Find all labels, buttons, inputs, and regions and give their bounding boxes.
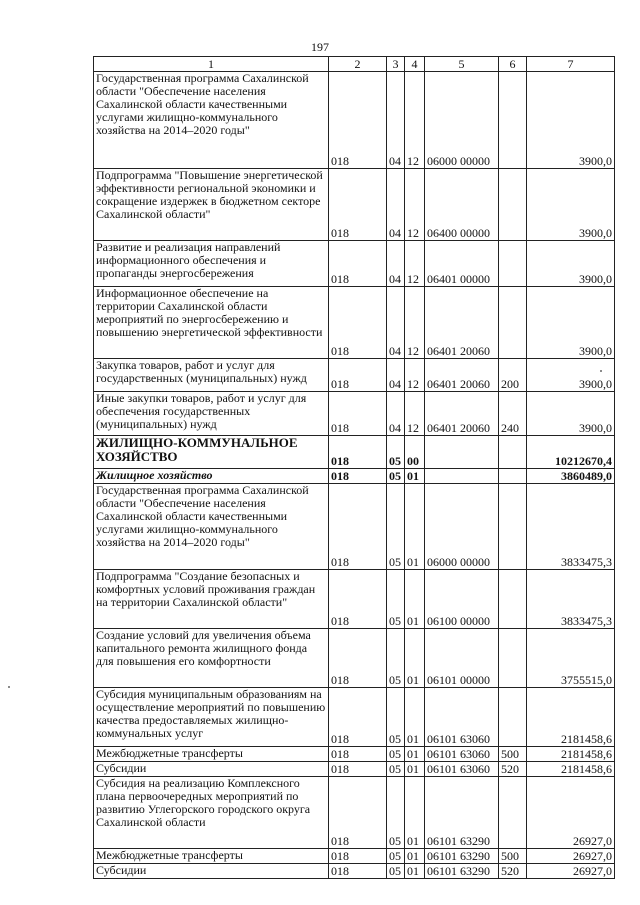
section-cell: 05: [387, 688, 405, 747]
target-article-cell: 06400 00000: [425, 169, 499, 241]
code-cell: 018: [329, 72, 387, 169]
target-article-cell: 06401 20060: [425, 392, 499, 436]
page-number: 197: [311, 40, 329, 54]
section-cell: 04: [387, 287, 405, 359]
scan-speck: [8, 686, 10, 688]
row-name-cell: Межбюджетные трансферты: [94, 747, 329, 762]
target-article-cell: 06401 00000: [425, 241, 499, 287]
target-article-cell: 06101 00000: [425, 629, 499, 688]
target-article-cell: 06101 63060: [425, 762, 499, 777]
table-row: [94, 570, 615, 629]
table-row: [94, 688, 615, 747]
subsection-cell: 01: [405, 762, 425, 777]
table-row: [94, 469, 615, 484]
target-article-cell: 06000 00000: [425, 72, 499, 169]
table-row: [94, 359, 615, 392]
column-header: 2: [329, 57, 387, 72]
column-header: 7: [527, 57, 615, 72]
expense-type-cell: [499, 436, 527, 469]
expense-type-cell: [499, 688, 527, 747]
subsection-cell: 01: [405, 469, 425, 484]
table-body: [94, 72, 615, 879]
table-header-row: [94, 57, 615, 72]
target-article-cell: 06101 63060: [425, 747, 499, 762]
expense-type-cell: [499, 469, 527, 484]
code-cell: 018: [329, 688, 387, 747]
expense-type-cell: [499, 484, 527, 570]
expense-type-cell: [499, 570, 527, 629]
amount-cell: 2181458,6: [527, 747, 615, 762]
table-row: [94, 484, 615, 570]
subsection-cell: 12: [405, 169, 425, 241]
row-name-cell: ЖИЛИЩНО-КОММУНАЛЬНОЕ ХОЗЯЙСТВО: [94, 436, 329, 469]
table-row: [94, 762, 615, 777]
amount-cell: 3900,0: [527, 287, 615, 359]
row-name-cell: Государственная программа Сахалинской области "Обеспечение населения Сахалинской области качественными услугами жилищно-коммунального хозяйства на 2014–2020 годы": [94, 484, 329, 570]
target-article-cell: 06000 00000: [425, 484, 499, 570]
subsection-cell: 00: [405, 436, 425, 469]
section-cell: 05: [387, 469, 405, 484]
amount-cell: 3900,0: [527, 169, 615, 241]
subsection-cell: 01: [405, 849, 425, 864]
code-cell: 018: [329, 287, 387, 359]
amount-cell: 3833475,3: [527, 484, 615, 570]
row-name-cell: Создание условий для увеличения объема капитального ремонта жилищного фонда для повышения его комфортности: [94, 629, 329, 688]
section-cell: 05: [387, 629, 405, 688]
code-cell: 018: [329, 864, 387, 879]
expense-type-cell: [499, 241, 527, 287]
section-cell: 04: [387, 392, 405, 436]
table-row: [94, 777, 615, 849]
row-name-cell: Субсидия муниципальным образованиям на осуществление мероприятий по повышению качества предоставляемых жилищно-коммунальных услуг: [94, 688, 329, 747]
target-article-cell: 06100 00000: [425, 570, 499, 629]
code-cell: 018: [329, 762, 387, 777]
table-row: [94, 864, 615, 879]
row-name-cell: Информационное обеспечение на территории Сахалинской области мероприятий по энергосбережению и повышению энергетической эффективности: [94, 287, 329, 359]
amount-cell: 3900,0: [527, 359, 615, 392]
target-article-cell: 06401 20060: [425, 287, 499, 359]
expense-type-cell: [499, 777, 527, 849]
section-cell: 05: [387, 484, 405, 570]
code-cell: 018: [329, 169, 387, 241]
expense-type-cell: 520: [499, 762, 527, 777]
column-header: 4: [405, 57, 425, 72]
budget-table: [93, 56, 615, 879]
code-cell: 018: [329, 436, 387, 469]
table-row: [94, 287, 615, 359]
row-name-cell: Межбюджетные трансферты: [94, 849, 329, 864]
code-cell: 018: [329, 484, 387, 570]
code-cell: 018: [329, 241, 387, 287]
row-name-cell: Субсидии: [94, 762, 329, 777]
expense-type-cell: 240: [499, 392, 527, 436]
table-row: [94, 72, 615, 169]
amount-cell: 26927,0: [527, 777, 615, 849]
expense-type-cell: [499, 629, 527, 688]
row-name-cell: Подпрограмма "Создание безопасных и комфортных условий проживания граждан на территории Сахалинской области": [94, 570, 329, 629]
table-row: [94, 849, 615, 864]
section-cell: 05: [387, 849, 405, 864]
section-cell: 04: [387, 359, 405, 392]
code-cell: 018: [329, 849, 387, 864]
target-article-cell: 06101 63060: [425, 688, 499, 747]
amount-cell: 3755515,0: [527, 629, 615, 688]
subsection-cell: 12: [405, 392, 425, 436]
section-cell: 05: [387, 436, 405, 469]
table-row: [94, 747, 615, 762]
code-cell: 018: [329, 747, 387, 762]
subsection-cell: 12: [405, 287, 425, 359]
subsection-cell: 01: [405, 747, 425, 762]
expense-type-cell: [499, 169, 527, 241]
section-cell: 05: [387, 864, 405, 879]
subsection-cell: 01: [405, 777, 425, 849]
row-name-cell: Субсидия на реализацию Комплексного плана первоочередных мероприятий по развитию Углегорского городского округа Сахалинской области: [94, 777, 329, 849]
expense-type-cell: [499, 72, 527, 169]
code-cell: 018: [329, 777, 387, 849]
section-cell: 04: [387, 169, 405, 241]
table-row: [94, 629, 615, 688]
section-cell: 04: [387, 241, 405, 287]
row-name-cell: Подпрограмма "Повышение энергетической эффективности региональной экономики и сокращение издержек в бюджетном секторе Сахалинской области": [94, 169, 329, 241]
table-row: [94, 241, 615, 287]
row-name-cell: Развитие и реализация направлений информационного обеспечения и пропаганды энергосбережения: [94, 241, 329, 287]
expense-type-cell: 500: [499, 849, 527, 864]
subsection-cell: 01: [405, 570, 425, 629]
table-row: [94, 436, 615, 469]
row-name-cell: Иные закупки товаров, работ и услуг для обеспечения государственных (муниципальных) нужд: [94, 392, 329, 436]
target-article-cell: 06401 20060: [425, 359, 499, 392]
amount-cell: 3833475,3: [527, 570, 615, 629]
subsection-cell: 01: [405, 688, 425, 747]
amount-cell: 3900,0: [527, 72, 615, 169]
scan-speck: [600, 370, 602, 372]
expense-type-cell: 500: [499, 747, 527, 762]
amount-cell: 3860489,0: [527, 469, 615, 484]
section-cell: 05: [387, 570, 405, 629]
code-cell: 018: [329, 392, 387, 436]
amount-cell: 3900,0: [527, 241, 615, 287]
column-header: 1: [94, 57, 329, 72]
column-header: 3: [387, 57, 405, 72]
table-row: [94, 392, 615, 436]
amount-cell: 26927,0: [527, 864, 615, 879]
amount-cell: 2181458,6: [527, 688, 615, 747]
target-article-cell: [425, 469, 499, 484]
target-article-cell: 06101 63290: [425, 777, 499, 849]
section-cell: 05: [387, 762, 405, 777]
section-cell: 05: [387, 777, 405, 849]
code-cell: 018: [329, 359, 387, 392]
section-cell: 04: [387, 72, 405, 169]
expense-type-cell: [499, 287, 527, 359]
target-article-cell: 06101 63290: [425, 864, 499, 879]
column-header: 5: [425, 57, 499, 72]
amount-cell: 10212670,4: [527, 436, 615, 469]
subsection-cell: 01: [405, 864, 425, 879]
row-name-cell: Субсидии: [94, 864, 329, 879]
target-article-cell: [425, 436, 499, 469]
subsection-cell: 01: [405, 484, 425, 570]
section-cell: 05: [387, 747, 405, 762]
row-name-cell: Государственная программа Сахалинской области "Обеспечение населения Сахалинской области качественными услугами жилищно-коммунального хозяйства на 2014–2020 годы": [94, 72, 329, 169]
column-header: 6: [499, 57, 527, 72]
expense-type-cell: 520: [499, 864, 527, 879]
subsection-cell: 12: [405, 241, 425, 287]
amount-cell: 3900,0: [527, 392, 615, 436]
row-name-cell: Жилищное хозяйство: [94, 469, 329, 484]
expense-type-cell: 200: [499, 359, 527, 392]
amount-cell: 26927,0: [527, 849, 615, 864]
code-cell: 018: [329, 570, 387, 629]
target-article-cell: 06101 63290: [425, 849, 499, 864]
row-name-cell: Закупка товаров, работ и услуг для государственных (муниципальных) нужд: [94, 359, 329, 392]
amount-cell: 2181458,6: [527, 762, 615, 777]
subsection-cell: 12: [405, 359, 425, 392]
subsection-cell: 01: [405, 629, 425, 688]
code-cell: 018: [329, 469, 387, 484]
subsection-cell: 12: [405, 72, 425, 169]
table-row: [94, 169, 615, 241]
code-cell: 018: [329, 629, 387, 688]
